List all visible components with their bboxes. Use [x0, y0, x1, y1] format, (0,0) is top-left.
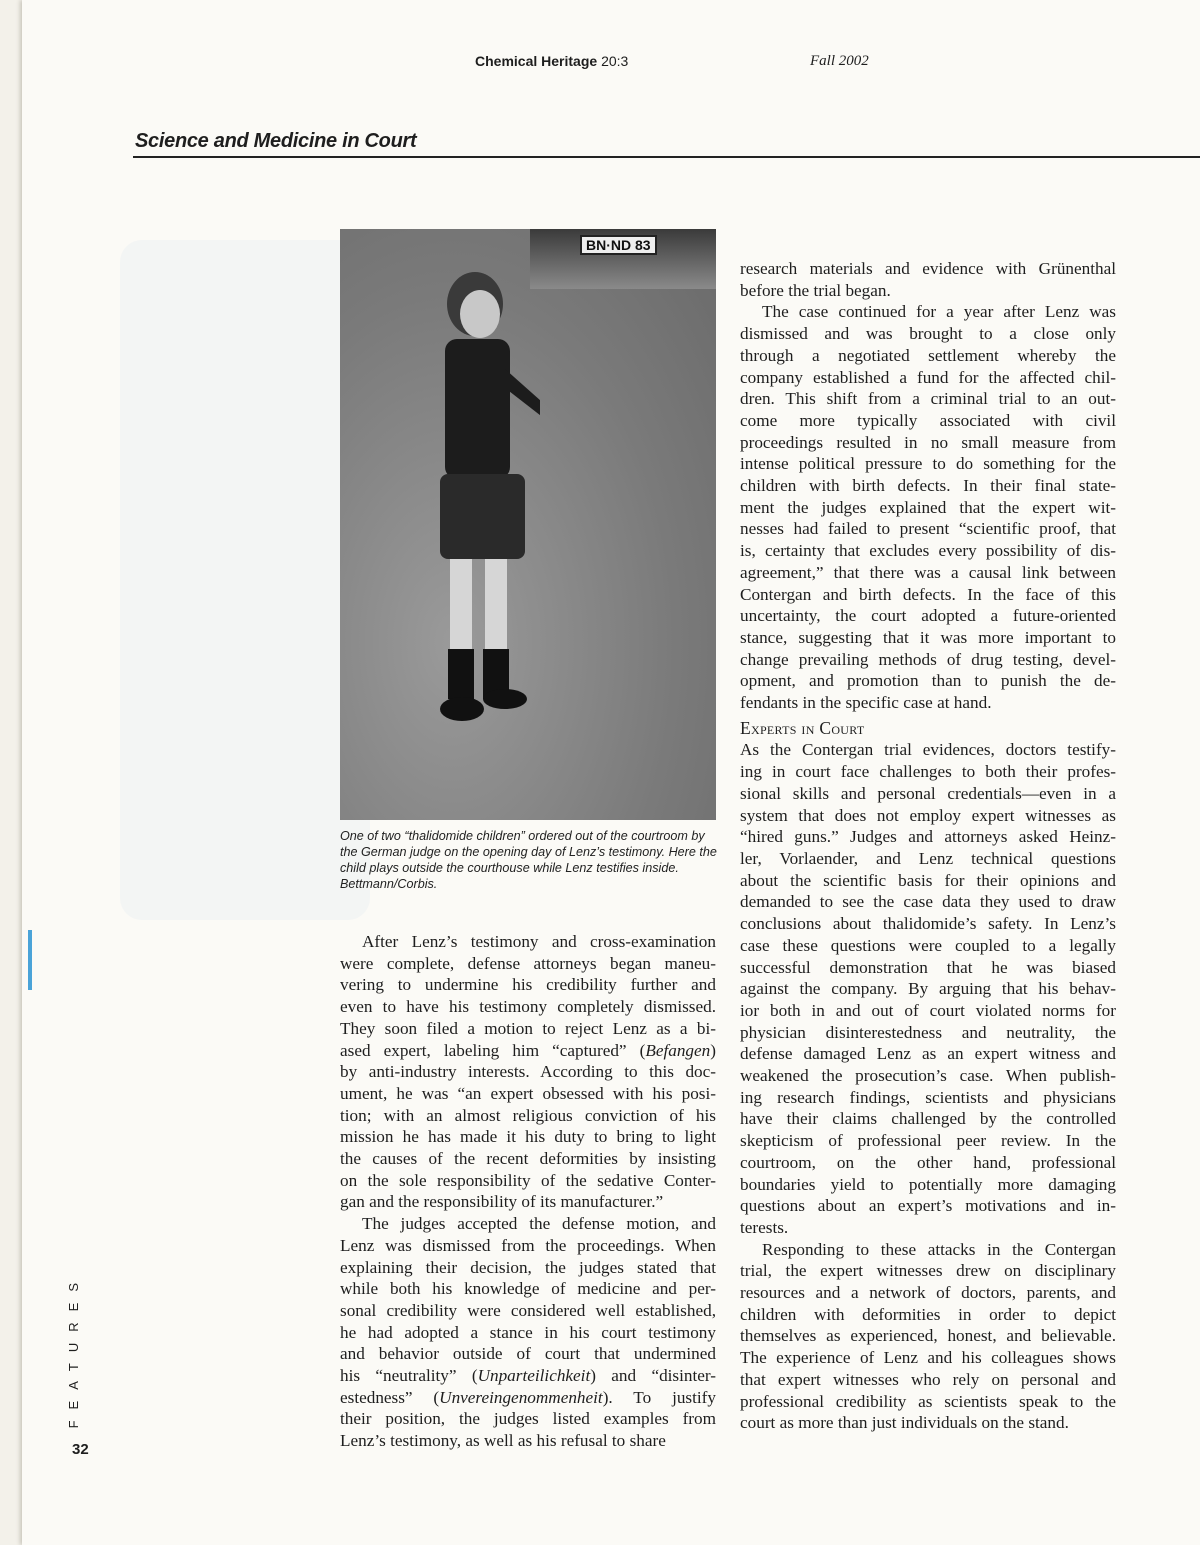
text-line: The judges accepted the defense motion, and	[362, 1214, 716, 1234]
text-line: boundaries yield to potentially more damaging	[740, 1174, 1116, 1194]
text-line: uncertainty, the court adopted a future-oriented	[740, 606, 1116, 626]
text-line: After Lenz’s testimony and cross-examination	[362, 932, 716, 951]
text-line: courtroom, on the other hand, professional	[740, 1152, 1116, 1172]
text-line: The case continued for a year after Lenz was	[762, 302, 1116, 322]
text-line: physician disinterestedness and neutrality, the	[740, 1022, 1116, 1042]
text-line: dren. This shift from a criminal trial to an out-	[740, 389, 1116, 409]
text-line: and behavior outside of court that undermined	[340, 1344, 716, 1364]
text-line: themselves as experienced, honest, and believable.	[740, 1326, 1116, 1346]
paragraph	[340, 931, 716, 1213]
text-line: nesses had failed to present “scientific proof, that	[740, 519, 1116, 539]
text-line: proceedings resulted in no small measure from	[740, 432, 1116, 452]
text-line: company established a fund for the affected chil-	[740, 367, 1116, 387]
subheading: Experts in Court	[740, 717, 865, 738]
text-line: sonal credibility were considered well established,	[340, 1300, 716, 1320]
paragraph	[740, 739, 1116, 1238]
text-line: professional credibility as scientists speak to the	[740, 1391, 1116, 1411]
text-line: system that does not employ expert witnesses as	[740, 805, 1116, 825]
text-line: terests.	[740, 1217, 789, 1237]
text-line: ment the judges explained that the expert wit-	[740, 497, 1116, 517]
text-line: the causes of the recent deformities by insisting	[340, 1149, 716, 1169]
article-column-right	[740, 258, 1116, 1434]
text-line: ior both in and out of court violated norms for	[740, 1000, 1116, 1020]
text-line: against the company. By arguing that his behav-	[740, 979, 1116, 999]
text-line: while both his knowledge of medicine and per-	[340, 1279, 716, 1299]
text-line: stance, suggesting that it was more important to	[740, 627, 1116, 647]
text-line: agreement,” that there was a causal link between	[740, 562, 1116, 582]
text-line: trial, the expert witnesses drew on disciplinary	[740, 1261, 1116, 1281]
text-line: ing research findings, scientists and physicians	[740, 1087, 1116, 1107]
text-line: his “neutrality” (Unparteilichkeit) and “disinter-	[340, 1366, 717, 1386]
text-line: vering to undermine his credibility further and	[340, 975, 716, 995]
journal-name: Chemical Heritage	[475, 53, 598, 69]
paragraph	[340, 1213, 716, 1452]
text-line: explaining their decision, the judges stated that	[340, 1257, 716, 1277]
text-line: on the sole responsibility of the sedative Conter-	[340, 1170, 716, 1190]
text-line: tion; with an almost religious conviction of his	[340, 1105, 716, 1125]
text-line: successful demonstration that he was biased	[740, 957, 1116, 977]
text-line: weakened the prosecution’s case. When publish-	[740, 1066, 1116, 1086]
text-line: Contergan and birth defects. In the face of this	[740, 584, 1116, 604]
text-line: Lenz’s testimony, as well as his refusal to share	[340, 1431, 666, 1451]
section-rule	[133, 156, 1200, 158]
paragraph	[740, 1239, 1116, 1434]
text-line: Lenz was dismissed from the proceedings. When	[340, 1235, 716, 1255]
text-line: dismissed and was brought to a close only	[740, 324, 1116, 344]
text-line: change prevailing methods of drug testing, devel-	[740, 649, 1116, 669]
text-line: have their claims challenged by the controlled	[740, 1109, 1116, 1129]
text-line: gan and the responsibility of its manufacturer.”	[340, 1192, 664, 1212]
text-line: he had adopted a stance in his court testimony	[340, 1322, 716, 1342]
text-line: is, certainty that excludes every possibility of dis-	[740, 541, 1116, 561]
text-line: sional skills and personal credentials—even in a	[740, 783, 1116, 803]
text-line: defense damaged Lenz as an expert witness and	[740, 1044, 1116, 1064]
text-line: “hired guns.” Judges and attorneys asked Heinz-	[740, 827, 1116, 847]
text-line: ler, Vorlaender, and Lenz technical questions	[740, 848, 1116, 868]
text-line: fendants in the specific case at hand.	[740, 693, 992, 713]
page-number: 32	[72, 1441, 89, 1458]
text-line: children with birth defects. In their final state-	[740, 476, 1116, 496]
text-line: opment, and promotion than to punish the de-	[740, 671, 1116, 691]
text-line: were complete, defense attorneys began maneu-	[340, 953, 716, 973]
text-line: intense political pressure to do something for the	[740, 454, 1116, 474]
text-line: They soon filed a motion to reject Lenz as a bi-	[340, 1018, 716, 1038]
child-figure	[410, 259, 540, 729]
text-line: come more typically associated with civil	[740, 410, 1116, 430]
text-line: The experience of Lenz and his colleagues shows	[740, 1348, 1116, 1368]
section-title: Science and Medicine in Court	[135, 130, 417, 152]
show-through-sidebar	[120, 240, 370, 920]
text-line: questions about an expert’s motivations and in-	[740, 1196, 1116, 1216]
text-line: that expert witnesses who rely on personal and	[740, 1369, 1116, 1389]
text-line: ased expert, labeling him “captured” (Befangen)	[340, 1040, 716, 1060]
paragraph	[740, 258, 1116, 301]
photo-thalidomide-child	[340, 229, 716, 820]
text-line: As the Contergan trial evidences, doctors testify-	[740, 740, 1116, 760]
article-column-left	[340, 931, 716, 1452]
text-line: mission he has made it his duty to bring to light	[340, 1127, 716, 1147]
text-line: research materials and evidence with Grünenthal	[740, 259, 1116, 278]
paragraph	[740, 301, 1116, 713]
section-label-features: FEATURES	[66, 1272, 81, 1429]
scan-color-marker	[28, 930, 32, 990]
text-line: by anti-industry interests. According to this doc-	[340, 1062, 716, 1082]
text-line: through a negotiated settlement whereby the	[740, 345, 1116, 365]
text-line: children with deformities in order to depict	[740, 1304, 1116, 1324]
issue-number: 20:3	[601, 53, 629, 69]
text-line: demanded to see the case data they used to draw	[740, 892, 1116, 912]
running-head-season: Fall 2002	[810, 53, 869, 69]
text-line: resources and a network of doctors, parents, and	[740, 1283, 1116, 1303]
text-line: conclusions about thalidomide’s safety. In Lenz’s	[740, 914, 1116, 934]
text-line: their position, the judges listed examples from	[340, 1409, 716, 1429]
text-line: skepticism of professional peer review. In the	[740, 1131, 1116, 1151]
text-line: ing in court face challenges to both their profes-	[740, 762, 1116, 782]
text-line: case these questions were coupled to a legally	[740, 935, 1116, 955]
running-head-journal	[475, 53, 628, 69]
text-line: even to have his testimony completely dismissed.	[340, 997, 716, 1017]
text-line: Responding to these attacks in the Contergan	[762, 1239, 1116, 1259]
text-line: court as more than just individuals on the stand.	[740, 1413, 1069, 1433]
text-line: about the scientific basis for their opinions and	[740, 870, 1116, 890]
license-plate: BN·ND 83	[580, 235, 657, 255]
photo-caption: One of two “thalidomide children” ordered out of the courtroom by the German judge on the opening day of Lenz’s testimony. Here the child plays outside the courthouse while Lenz testifies inside. Bettmann/Corbis.	[340, 829, 717, 891]
text-line: ument, he was “an expert obsessed with his posi-	[340, 1083, 716, 1103]
text-line: before the trial began.	[740, 280, 891, 300]
text-line: estedness” (Unvereingenommenheit). To justify	[340, 1387, 716, 1407]
